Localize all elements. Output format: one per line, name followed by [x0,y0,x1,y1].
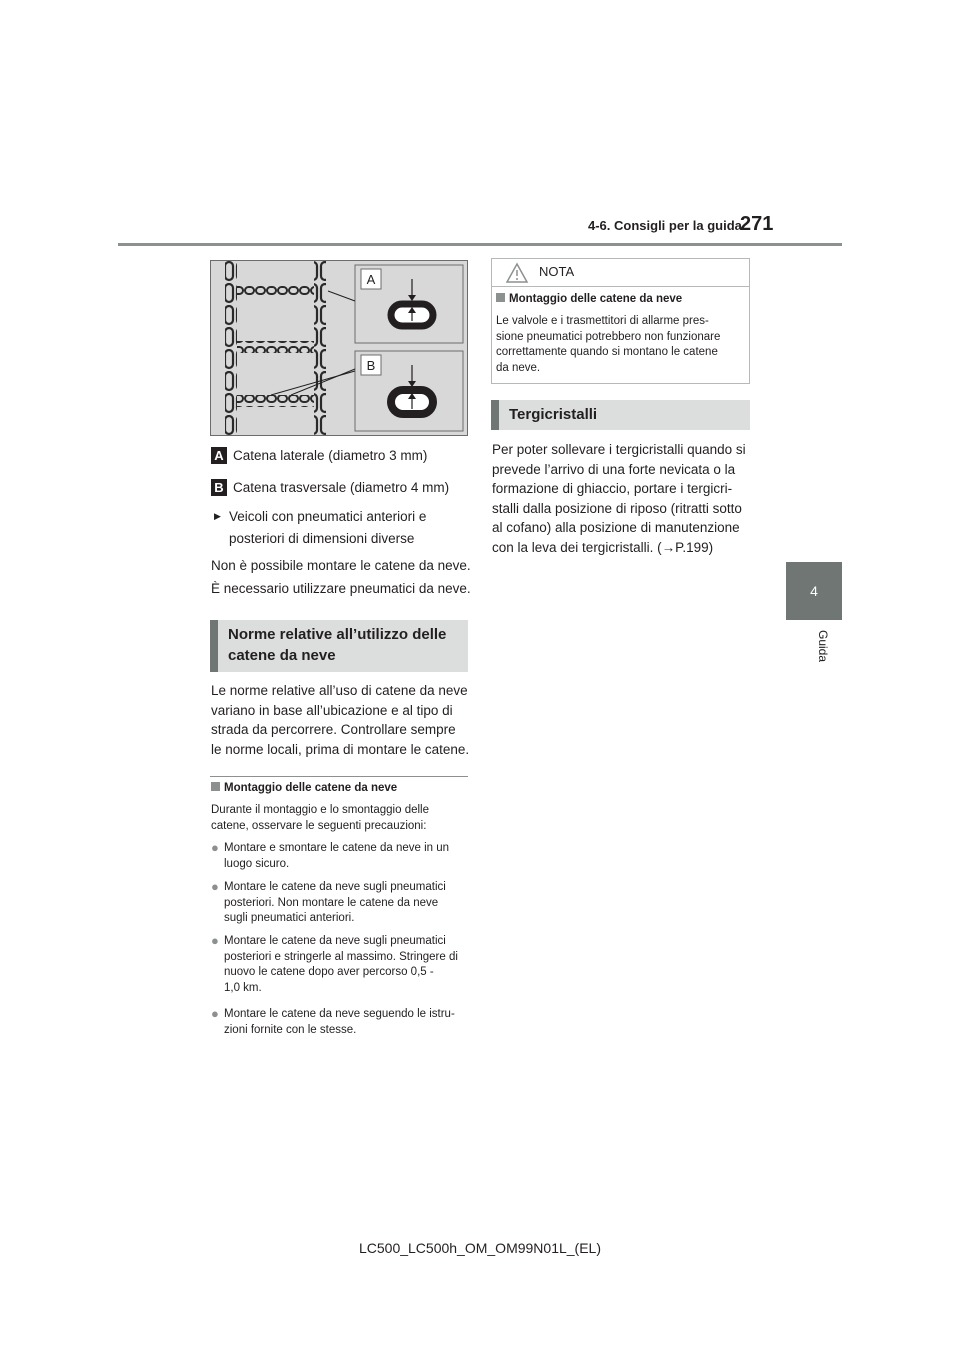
circle-bullet-icon: ● [211,1006,219,1021]
mounting-intro [211,803,429,834]
mounting-item-2 [224,880,446,927]
mounting-intro-line: Durante il montaggio e lo smontaggio delle [211,804,429,816]
page-reference-link[interactable]: P.199 [675,539,709,555]
legend-letter-a: A [211,447,227,464]
circle-bullet-icon: ● [211,879,219,894]
snow-chain-drawing [211,261,467,435]
rules-line: le norme locali, prima di montare le catene. [211,741,470,757]
mounting-item-line: Montare le catene da neve seguendo le istru- [224,1008,455,1020]
section-heading-rules-line1: Norme relative all’utilizzo delle [228,626,447,643]
mounting-item-line: Montare le catene da neve sugli pneumatici [224,881,446,893]
header-rule [118,243,842,246]
wipers-line: formazione di ghiaccio, portare i tergicri- [492,481,733,496]
circle-bullet-icon: ● [211,840,219,855]
section-title: 4-6. Consigli per la guida [588,218,742,233]
chapter-label-text: Guida [816,630,830,663]
page-number: 271 [740,213,774,235]
snow-chain-illustration [210,260,468,436]
square-bullet-icon [496,293,505,302]
mounting-item-line: sugli pneumatici anteriori. [224,912,355,924]
note-line: da neve. [496,361,541,374]
legend-item-a [211,447,427,464]
note-line: correttamente quando si montano le catene [496,346,718,358]
wipers-line: prevede l’arrivo di una forte nevicata o la [492,461,736,477]
rules-line: Le norme relative all’uso di catene da neve [211,683,468,698]
mounting-item-line: luogo sicuro. [224,857,290,870]
callout-a: A [366,272,376,287]
circle-bullet-icon: ● [211,933,219,948]
square-bullet-icon [211,782,220,791]
mounting-item-line: Montare le catene da neve sugli pneumatici [224,935,446,947]
wipers-line: stalli dalla posizione di riposo (ritratti sotto [492,500,742,516]
note-title: NOTA [539,264,575,279]
arrow-right-icon: → [661,539,676,555]
rules-line: variano in base all’ubicazione e al tipo di [211,702,453,718]
mounting-item-line: 1,0 km. [224,981,262,994]
note-header [491,258,750,287]
section-heading-wipers: Tergicristalli [491,400,750,430]
warning-icon [505,262,529,284]
mounting-intro-line: catene, osservare le seguenti precauzioni: [211,819,427,832]
section-heading-rules-line2: catene da neve [228,647,336,664]
legend-letter-b: B [211,479,227,496]
rules-body [211,681,469,759]
wipers-line: Per poter sollevare i tergicristalli quando si [492,442,746,457]
wipers-last-line [492,538,746,558]
rules-line: strada da percorrere. Controllare sempre [211,722,456,737]
note-heading [496,293,682,305]
bullet-line-2: posteriori di dimensioni diverse [229,531,415,546]
bullet-line-1: Veicoli con pneumatici anteriori e [229,509,427,524]
divider [210,776,468,777]
note-line: sione pneumatici potrebbero non funzionare [496,330,721,343]
wipers-last-suffix: ) [708,539,714,555]
mounting-heading-text: Montaggio delle catene da neve [224,782,398,794]
chapter-tab[interactable]: 4 [786,562,842,620]
note-line: Le valvole e i trasmettitori di allarme pres- [496,315,709,327]
mounting-item-line: zioni fornite con le stesse. [224,1023,357,1036]
legend-text-a: Catena laterale (diametro 3 mm) [233,448,428,463]
mounting-item-line: posteriori e stringerle al massimo. Stringere di [224,950,458,963]
mounting-heading [211,782,397,794]
paragraph-no-chains: Non è possibile montare le catene da neve. [211,558,471,573]
wipers-last-prefix: con la leva dei tergicristalli. ( [492,539,662,555]
mounting-item-line: nuovo le catene dopo aver percorso 0,5 - [224,966,434,978]
mounting-item-4 [224,1007,455,1038]
paragraph-snow-tires: È necessario utilizzare pneumatici da neve. [211,581,471,596]
footer-model-code: LC500_LC500h_OM_OM99N01L_(EL) [358,1240,602,1256]
mounting-item-1 [224,841,449,872]
mounting-item-line: Montare e smontare le catene da neve in un [224,842,450,854]
chapter-label [786,630,842,662]
section-heading-rules [210,620,468,672]
mounting-item-line: posteriori. Non montare le catene da neve [224,896,439,909]
note-body [496,314,720,376]
note-heading-text: Montaggio delle catene da neve [509,293,683,305]
triangle-bullet-icon: ▶ [214,511,221,521]
legend-item-b [211,479,449,496]
legend-text-b: Catena trasversale (diametro 4 mm) [233,480,450,495]
mounting-item-3 [224,934,458,996]
wipers-line: al cofano) alla posizione di manutenzione [492,520,740,535]
callout-b: B [366,358,376,373]
wipers-body [492,440,746,557]
